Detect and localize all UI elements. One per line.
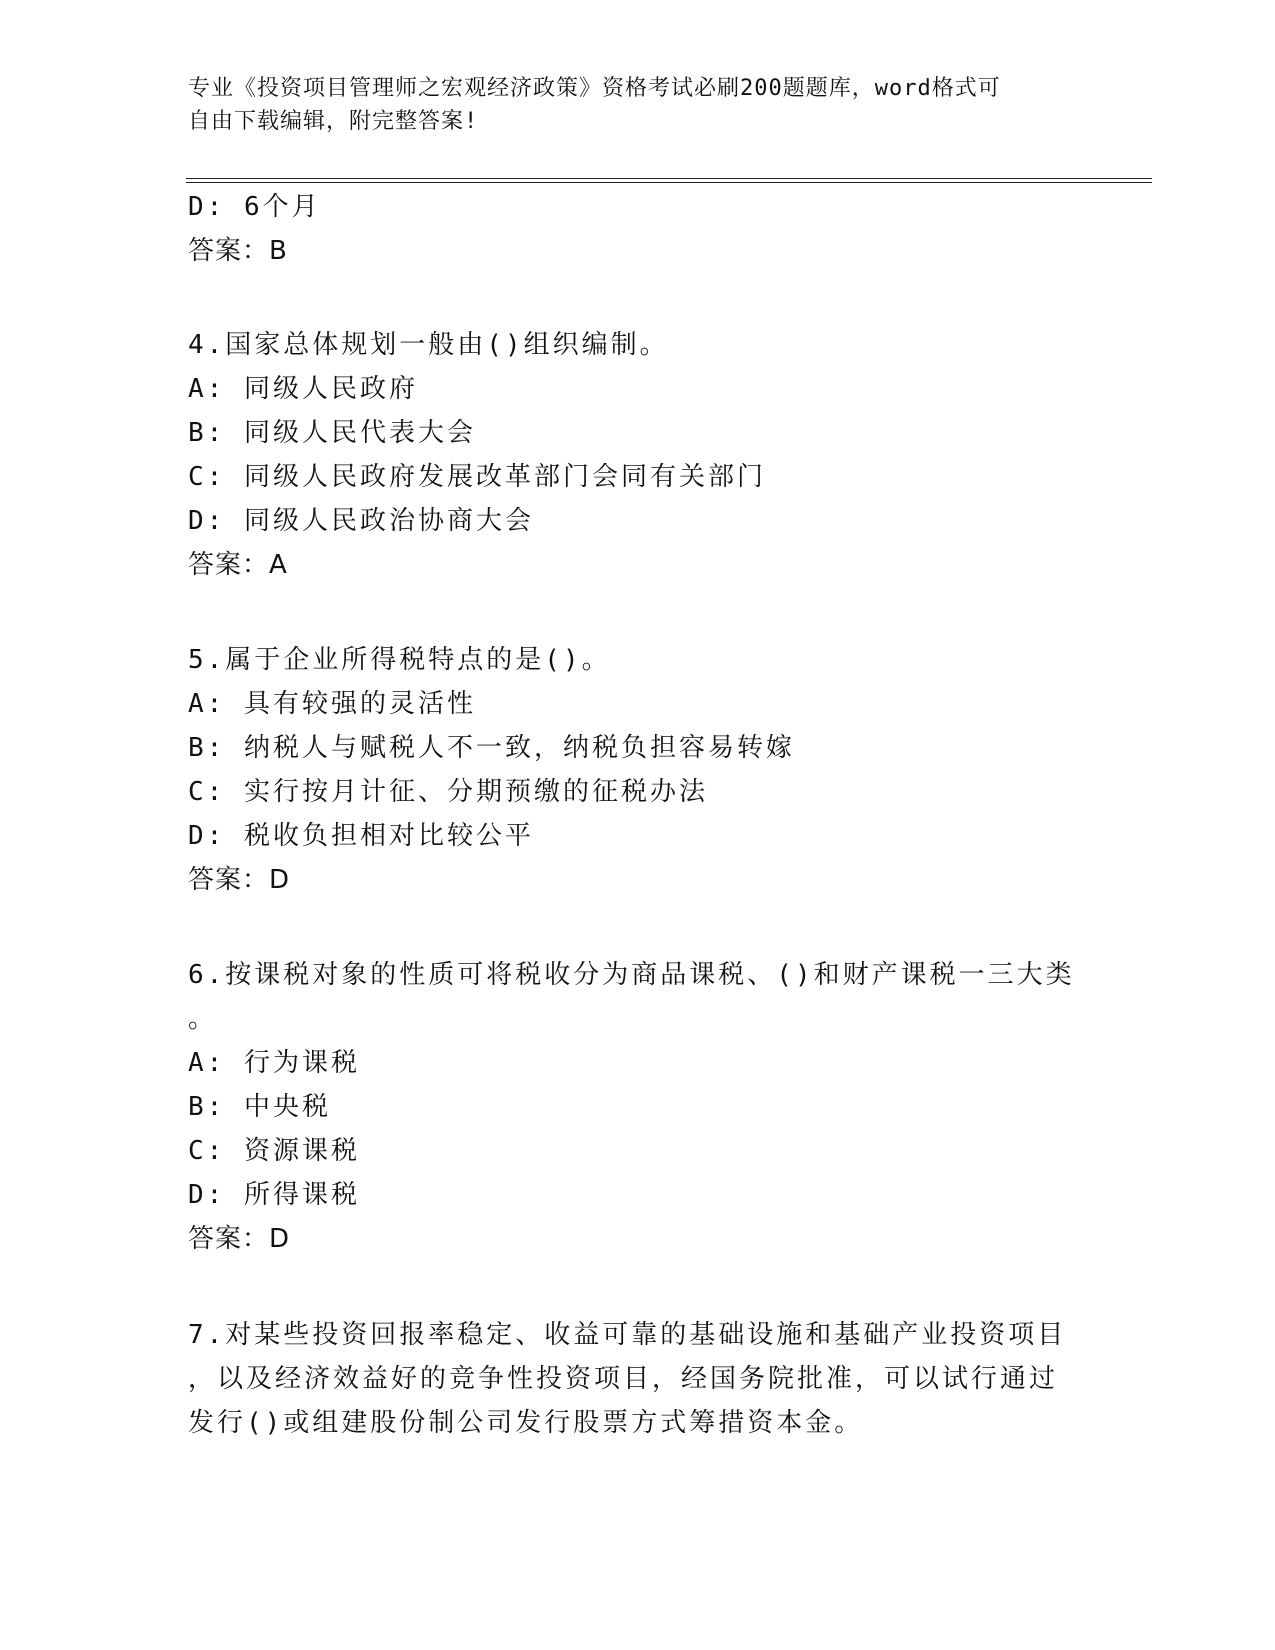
q6-stem-line-1: 6.按课税对象的性质可将税收分为商品课税、()和财产课税一三大类	[188, 960, 1075, 990]
q5-option-c: C: 实行按月计征、分期预缴的征税办法	[188, 777, 708, 807]
q6-option-d: D: 所得课税	[188, 1180, 360, 1210]
q7-stem-line-1: 7.对某些投资回报率稳定、收益可靠的基础设施和基础产业投资项目	[188, 1320, 1067, 1350]
header-divider-top	[186, 178, 1152, 179]
q4-option-c: C: 同级人民政府发展改革部门会同有关部门	[188, 462, 766, 492]
q6-answer: 答案：D	[188, 1224, 291, 1254]
q4-option-a: A: 同级人民政府	[188, 374, 418, 404]
q6-option-c: C: 资源课税	[188, 1136, 360, 1166]
header-divider-bottom	[186, 182, 1152, 183]
q7-stem-line-2: ，以及经济效益好的竞争性投资项目，经国务院批准，可以试行通过	[188, 1364, 1059, 1394]
q6-stem-line-2: 。	[188, 1004, 218, 1034]
q4-option-b: B: 同级人民代表大会	[188, 418, 476, 448]
document-header	[188, 72, 1088, 138]
q7-stem-line-3: 发行()或组建股份制公司发行股票方式筹措资本金。	[188, 1408, 864, 1438]
q4-answer: 答案：A	[188, 550, 288, 580]
q3-answer: 答案：B	[188, 236, 288, 266]
q6-option-b: B: 中央税	[188, 1092, 331, 1122]
q4-stem: 4.国家总体规划一般由()组织编制。	[188, 330, 669, 360]
q5-option-b: B: 纳税人与赋税人不一致，纳税负担容易转嫁	[188, 733, 795, 763]
header-line-1: 专业《投资项目管理师之宏观经济政策》资格考试必刷200题题库，word格式可	[188, 76, 1001, 101]
q5-option-a: A: 具有较强的灵活性	[188, 689, 476, 719]
q6-option-a: A: 行为课税	[188, 1048, 360, 1078]
header-line-2: 自由下载编辑，附完整答案!	[188, 109, 479, 134]
q5-stem: 5.属于企业所得税特点的是()。	[188, 645, 611, 675]
q4-option-d: D: 同级人民政治协商大会	[188, 506, 534, 536]
q5-option-d: D: 税收负担相对比较公平	[188, 821, 534, 851]
q5-answer: 答案：D	[188, 865, 291, 895]
q3-option-d: D: 6个月	[188, 192, 321, 222]
